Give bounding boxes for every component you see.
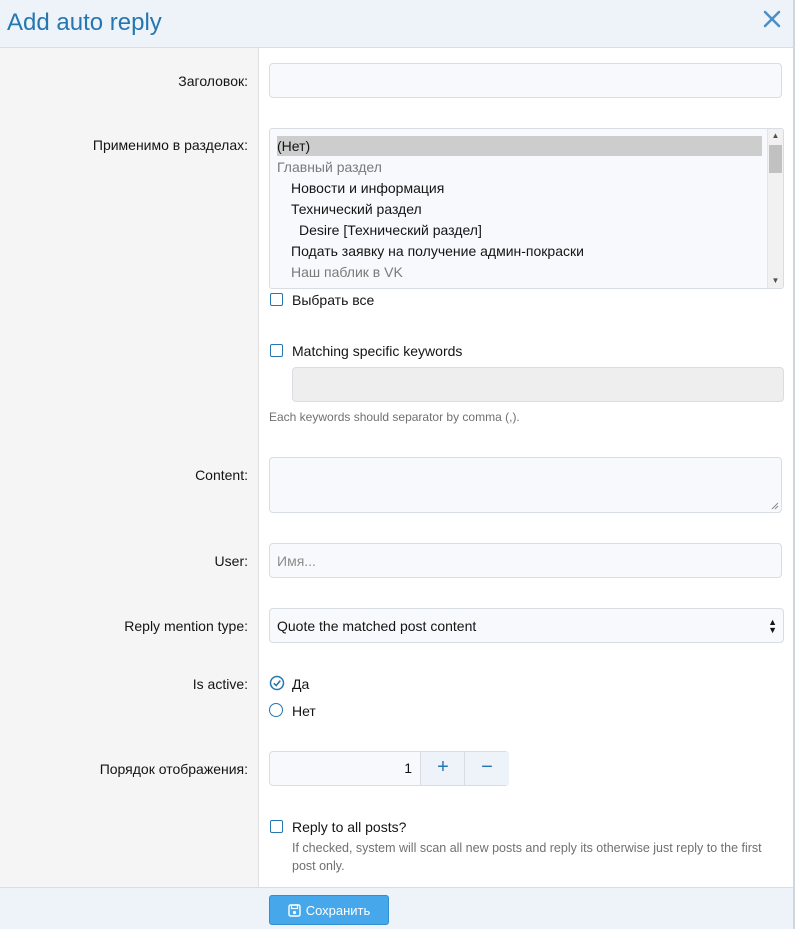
select-all-checkbox[interactable]: [270, 293, 283, 306]
close-icon[interactable]: [761, 8, 783, 30]
dialog-footer: [0, 887, 795, 929]
scroll-up-icon[interactable]: ▲: [771, 131, 780, 140]
order-stepper[interactable]: [269, 751, 509, 786]
select-arrows-icon: ▲ ▼: [768, 617, 777, 635]
active-no-radio[interactable]: [269, 703, 283, 717]
user-input[interactable]: [269, 543, 782, 578]
section-option[interactable]: (Нет): [277, 136, 762, 156]
keywords-hint: Each keywords should separator by comma (,).: [269, 410, 520, 424]
sections-label: Применимо в разделах:: [92, 137, 248, 153]
section-option[interactable]: Desire [Технический раздел]: [299, 222, 482, 238]
dialog-header: [0, 0, 795, 48]
content-label: Content:: [195, 467, 248, 483]
reply-all-checkbox[interactable]: [270, 820, 283, 833]
select-all-label: Выбрать все: [292, 292, 375, 308]
keywords-input[interactable]: [292, 367, 784, 402]
section-option[interactable]: Новости и информация: [291, 180, 445, 196]
dialog-title: Add auto reply: [7, 9, 162, 36]
section-option[interactable]: Главный раздел: [277, 159, 382, 175]
save-button[interactable]: [269, 895, 389, 925]
scroll-down-icon[interactable]: ▼: [771, 276, 780, 285]
sections-listbox[interactable]: [269, 128, 784, 289]
decrement-button[interactable]: −: [464, 752, 509, 785]
scroll-thumb[interactable]: [769, 145, 782, 173]
section-option[interactable]: Подать заявку на получение админ-покраски: [291, 243, 584, 259]
keywords-label: Matching specific keywords: [292, 343, 463, 359]
dialog-body: [0, 48, 795, 887]
keywords-checkbox[interactable]: [270, 344, 283, 357]
reply-type-select[interactable]: [269, 608, 784, 643]
save-label: Сохранить: [305, 902, 371, 918]
reply-type-value: Quote the matched post content: [277, 618, 477, 634]
user-label: User:: [214, 553, 248, 569]
resize-handle-icon[interactable]: [771, 502, 779, 510]
active-label: Is active:: [192, 676, 248, 692]
title-input[interactable]: [269, 63, 782, 98]
order-label: Порядок отображения:: [99, 761, 248, 777]
title-label: Заголовок:: [178, 73, 248, 89]
section-option[interactable]: Наш паблик в VK: [291, 264, 403, 280]
user-placeholder: Имя...: [277, 553, 316, 569]
order-value[interactable]: 1: [404, 760, 412, 776]
section-option[interactable]: Технический раздел: [291, 201, 422, 217]
reply-all-label: Reply to all posts?: [292, 819, 407, 835]
active-no-label: Нет: [292, 703, 316, 719]
listbox-scrollbar[interactable]: [767, 129, 783, 288]
active-yes-label: Да: [292, 676, 310, 692]
reply-all-hint: If checked, system will scan all new posts and reply its otherwise just reply to the first post only.: [292, 841, 762, 873]
save-icon: [288, 904, 301, 917]
reply-type-label: Reply mention type:: [124, 618, 248, 634]
increment-button[interactable]: +: [420, 752, 465, 785]
content-textarea[interactable]: [269, 457, 782, 513]
active-yes-radio[interactable]: [269, 675, 285, 691]
